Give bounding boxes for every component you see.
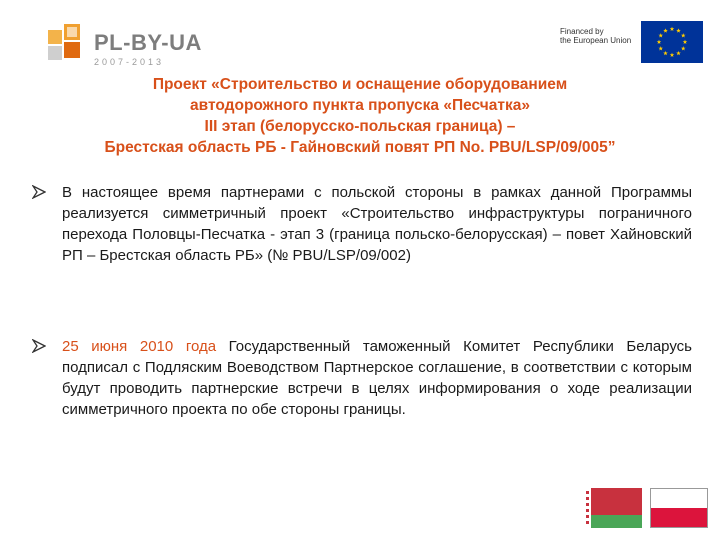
title-line-1: Проект «Строительство и оснащение оборудованием [152,76,568,93]
arrow-bullet-icon [32,185,46,199]
bullet-text-1: В настоящее время партнерами с польской стороны в рамках данной Программы реализуется симметричный проект «Строительство инфраструктуры пограничного перехода Половцы-Песчатка - этап 3 (граница польско-белорусская) – повет Хайновский РП – Брестская область РБ» (№ PBU/LSP/09/002) [62,184,692,264]
eu-caption-line2: the European Union [560,36,632,45]
bullet-text-2 [62,336,692,420]
logo-years: 2007-2013 [94,57,165,67]
title-line-4: Брестская область РБ - Гайновский повят РП No. PBU/LSP/09/005” [104,139,616,156]
bullet-date: 25 июня 2010 года [62,338,217,355]
eu-flag-icon [641,21,703,63]
belarus-flag-icon [584,488,642,528]
poland-flag-icon [650,488,708,528]
eu-financing-caption [560,27,644,45]
page-title [30,74,690,158]
bullet-body: Государственный таможенный Комитет Республики Беларусь подписал с Подляским Воеводством Партнерское соглашение, в соответствии с которым будут проводить партнерские встречи в целях информирования о ходе реализации симметричного проекта по обе стороны границы. [62,338,693,418]
eu-caption-line1: Financed by [560,27,604,36]
arrow-bullet-icon [32,339,46,353]
title-line-2: автодорожного пункта пропуска «Песчатка» [190,97,530,114]
logo-text: PL-BY-UA [94,30,202,55]
pl-by-ua-logo-icon [48,24,82,64]
title-line-3: III этап (белорусско-польская граница) – [204,118,516,135]
program-logo [48,24,208,74]
